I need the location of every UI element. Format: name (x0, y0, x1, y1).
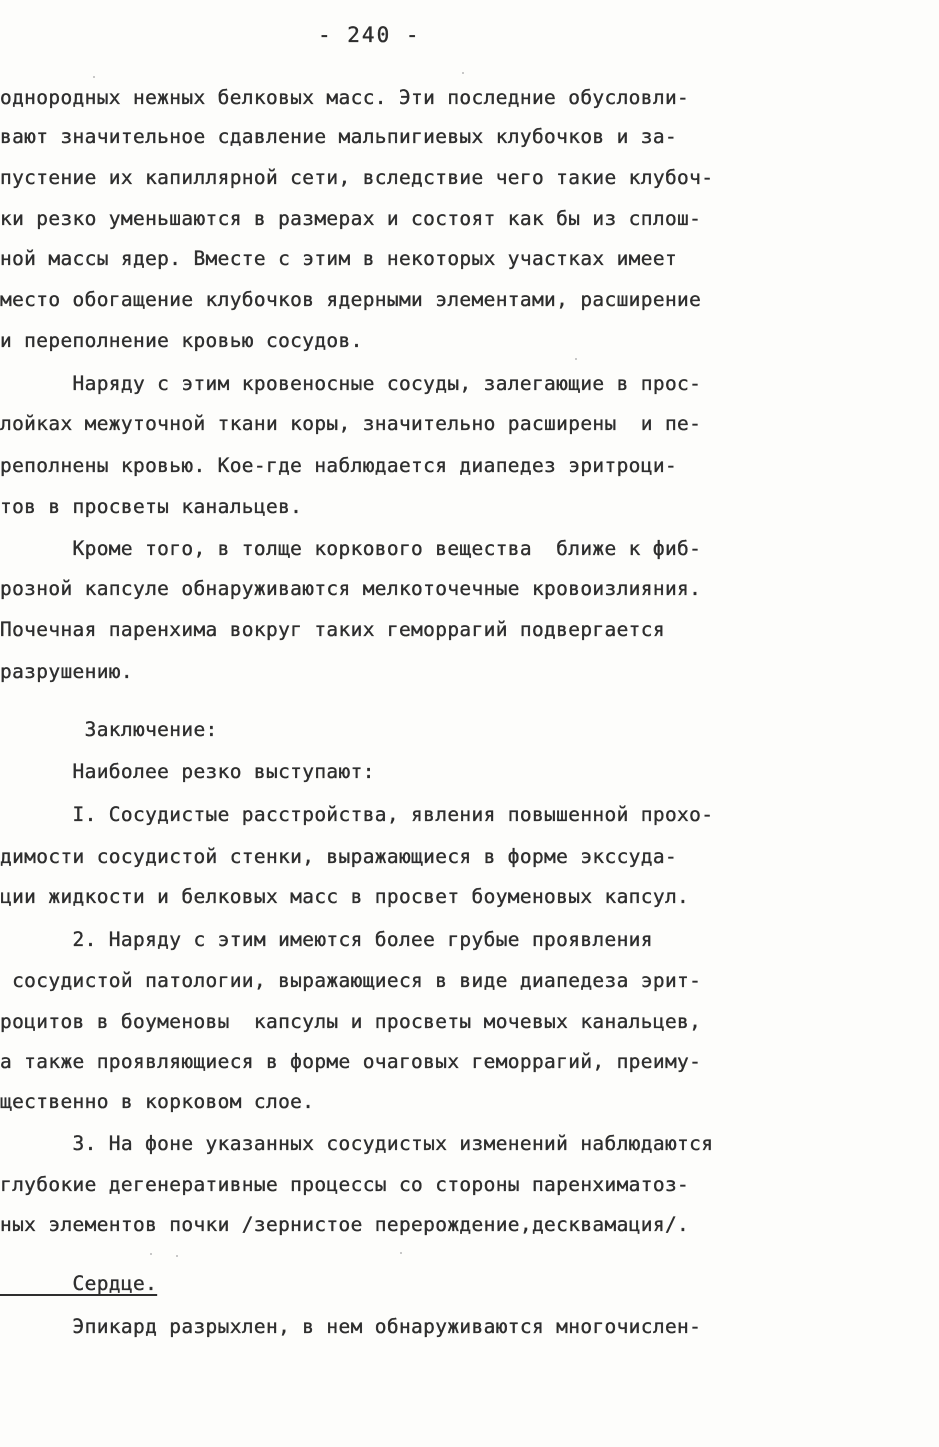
conclusion-item-1: I. Сосудистые расстройства, явления повышенной прохо- (0, 803, 714, 826)
text-line: место обогащение клубочков ядерными элементами, расширение (0, 288, 702, 311)
text-line: роцитов в боуменовы капсулы и просветы мочевых канальцев, (0, 1010, 702, 1033)
text-line: Кроме того, в толще коркового вещества ближе к фиб- (0, 537, 702, 560)
text-line: пустение их капиллярной сети, вследствие чего такие клубоч- (0, 166, 714, 189)
text-line: ции жидкости и белковых масс в просвет боуменовых капсул. (0, 885, 690, 908)
scan-speck (400, 1252, 402, 1254)
section-heading-heart: Сердце. (0, 1272, 158, 1295)
text-line: ной массы ядер. Вместе с этим в некоторых участках имеет (0, 247, 678, 270)
text-line: димости сосудистой стенки, выражающиеся в форме экссуда- (0, 845, 678, 868)
conclusion-item-3: 3. На фоне указанных сосудистых изменений наблюдаются (0, 1132, 714, 1155)
text-line: Наиболее резко выступают: (0, 760, 375, 783)
text-line: и переполнение кровью сосудов. (0, 329, 363, 352)
text-line: вают значительное сдавление мальпигиевых клубочков и за- (0, 125, 678, 148)
scan-speck (93, 76, 95, 78)
text-line: лойках межуточной ткани коры, значительно расширены и пе- (0, 412, 702, 435)
text-line: однородных нежных белковых масс. Эти последние обусловли- (0, 86, 690, 109)
text-line: тов в просветы канальцев. (0, 495, 303, 518)
text-line: щественно в корковом слое. (0, 1090, 315, 1113)
text-line: ки резко уменьшаются в размерах и состоят как бы из сплош- (0, 207, 702, 230)
text-line: Наряду с этим кровеносные сосуды, залегающие в прос- (0, 372, 702, 395)
text-line: Эпикард разрыхлен, в нем обнаруживаются многочислен- (0, 1315, 702, 1338)
scan-speck (575, 358, 577, 360)
scan-speck (176, 1255, 178, 1257)
scan-speck (462, 72, 464, 74)
text-line: реполнены кровью. Кое-где наблюдается диапедез эритроци- (0, 454, 678, 477)
text-line: розной капсуле обнаруживаются мелкоточечные кровоизлияния. (0, 577, 702, 600)
text-line: Почечная паренхима вокруг таких геморрагий подвергается (0, 618, 665, 641)
section-heading-conclusion: Заключение: (0, 718, 218, 741)
text-line: сосудистой патологии, выражающиеся в виде диапедеза эрит- (0, 969, 702, 992)
text-line: глубокие дегенеративные процессы со стороны паренхиматоз- (0, 1173, 690, 1196)
page-number: - 240 - (318, 23, 421, 47)
text-line: ных элементов почки /зернистое перерождение,десквамация/. (0, 1213, 690, 1236)
conclusion-item-2: 2. Наряду с этим имеются более грубые проявления (0, 928, 653, 951)
text-line: разрушению. (0, 660, 133, 683)
scan-speck (150, 1253, 152, 1255)
text-line: а также проявляющиеся в форме очаговых геморрагий, преиму- (0, 1050, 702, 1073)
